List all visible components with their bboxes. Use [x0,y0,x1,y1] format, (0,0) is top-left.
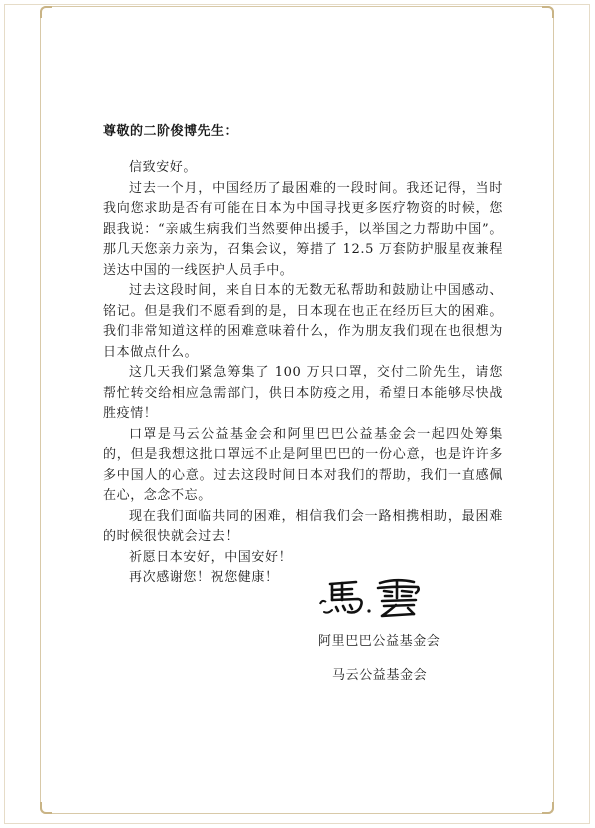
paragraph: 信致安好。 [129,160,198,175]
organization-alibaba-foundation: 阿里巴巴公益基金会 [318,634,441,649]
corner-ornament [40,802,52,814]
corner-ornament [40,6,52,18]
corner-ornament [542,6,554,18]
paragraph: 现在我们面临共同的困难，相信我们会一路相携相助，最困难的时候很快就会过去！ [103,508,503,544]
letter-body [103,158,503,589]
organization-jack-ma-foundation: 马云公益基金会 [332,668,428,683]
handwritten-signature [318,574,438,620]
paragraph: 祈愿日本安好，中国安好！ [129,549,293,565]
paragraph: 过去一个月，中国经历了最困难的一段时间。我还记得，当时我向您求助是否有可能在日本为中国寻找更多医疗物资的时候，您跟我说：“亲戚生病我们当然要伸出援手，以举国之力帮助中国”。那几天您亲力亲为，召集会议，筹措了 12.5 万套防护服星夜兼程送达中国的一线医护人员手中。 [103,180,503,278]
paragraph: 过去这段时间，来自日本的无数无私帮助和鼓励让中国感动、铭记。但是我们不愿看到的是，日本现在也正在经历巨大的困难。我们非常知道这样的困难意味着什么，作为朋友我们现在也很想为日本做点什么。 [103,283,503,360]
salutation: 尊敬的二阶俊博先生： [103,124,239,139]
paragraph: 口罩是马云公益基金会和阿里巴巴公益基金会一起四处筹集的，但是我想这批口罩远不止是阿里巴巴的一份心意，也是许许多多中国人的心意。过去这段时间日本对我们的帮助，我们一直感佩在心，念念不忘。 [103,426,503,503]
paragraph: 再次感谢您！祝您健康！ [129,570,279,585]
paragraph: 这几天我们紧急筹集了 100 万只口罩，交付二阶先生，请您帮忙转交给相应急需部门，供日本防疫之用，希望日本能够尽快战胜疫情！ [103,365,503,421]
corner-ornament [542,802,554,814]
